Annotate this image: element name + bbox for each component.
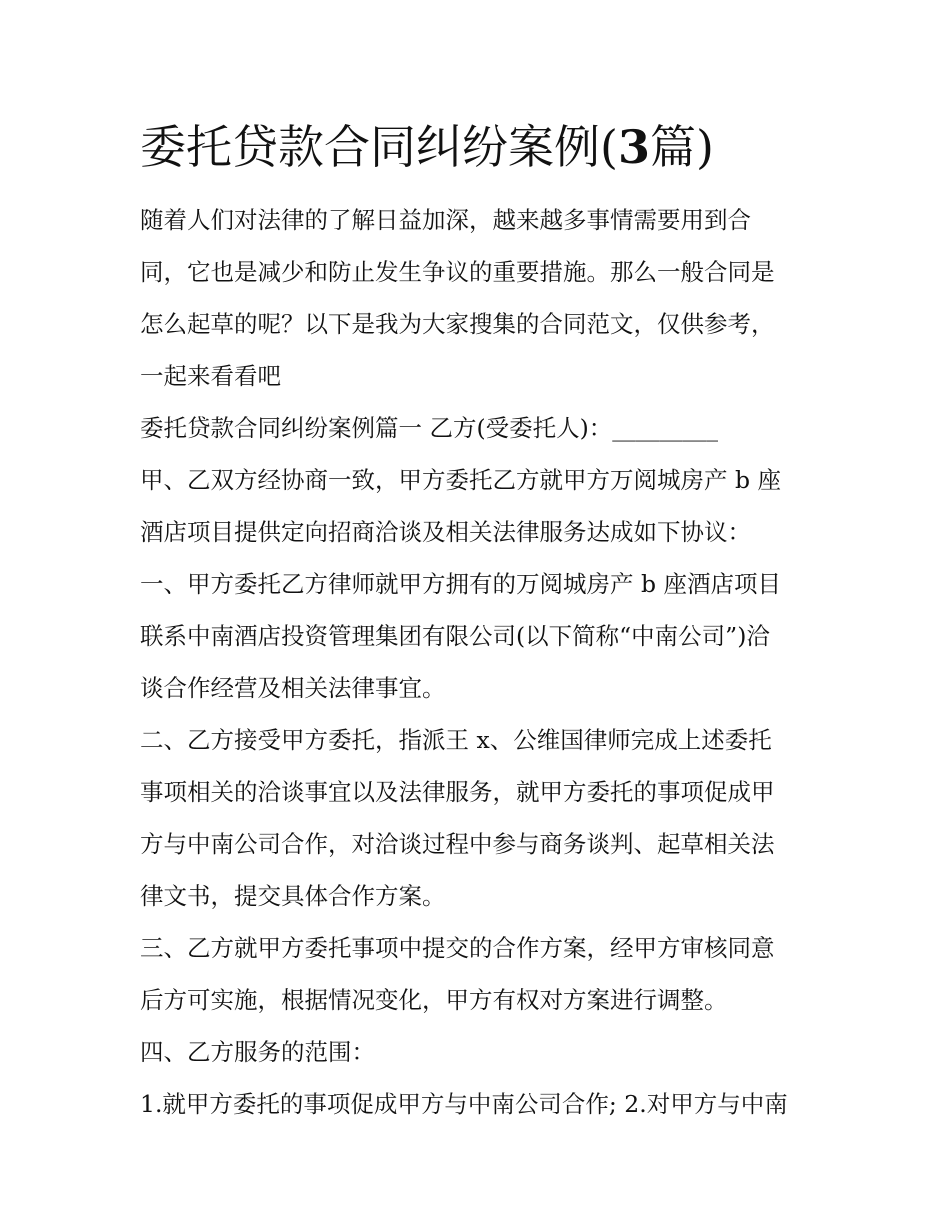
title-prefix: 委托贷款合同纠纷案例( bbox=[140, 120, 618, 174]
text-line: 谈合作经营及相关法律事宜。 bbox=[140, 674, 446, 702]
text-line: 方与中南公司合作，对洽谈过程中参与商务谈判、起草相关法 bbox=[140, 830, 775, 858]
text-line: 酒店项目提供定向招商洽谈及相关法律服务达成如下协议： bbox=[140, 518, 751, 546]
text-line: 律文书，提交具体合作方案。 bbox=[140, 882, 446, 910]
document-body bbox=[140, 194, 820, 1130]
text-line: 四、乙方服务的范围： bbox=[140, 1038, 375, 1066]
text-line: 同，它也是减少和防止发生争议的重要措施。那么一般合同是 bbox=[140, 258, 775, 286]
title-number: 3 bbox=[617, 120, 650, 174]
document-title bbox=[140, 112, 820, 182]
title-suffix: 篇) bbox=[649, 120, 714, 174]
text-line: 随着人们对法律的了解日益加深，越来越多事情需要用到合 bbox=[140, 206, 751, 234]
text-line: 1.就甲方委托的事项促成甲方与中南公司合作; 2.对甲方与中南 bbox=[140, 1090, 788, 1118]
text-line: 一起来看看吧 bbox=[140, 362, 281, 390]
text-line: 后方可实施，根据情况变化，甲方有权对方案进行调整。 bbox=[140, 986, 728, 1014]
text-line: 二、乙方接受甲方委托，指派王 x、公维国律师完成上述委托 bbox=[140, 726, 772, 754]
text-line: 联系中南酒店投资管理集团有限公司(以下简称“中南公司”)洽 bbox=[140, 622, 770, 650]
text-line: 事项相关的洽谈事宜以及法律服务，就甲方委托的事项促成甲 bbox=[140, 778, 775, 806]
text-line: 甲、乙双方经协商一致，甲方委托乙方就甲方万阅城房产 b 座 bbox=[140, 466, 781, 494]
text-line: 委托贷款合同纠纷案例篇一 乙方(受委托人)：_________ bbox=[140, 414, 719, 442]
text-line: 一、甲方委托乙方律师就甲方拥有的万阅城房产 b 座酒店项目 bbox=[140, 570, 781, 598]
document-page bbox=[140, 112, 820, 1130]
text-line: 三、乙方就甲方委托事项中提交的合作方案，经甲方审核同意 bbox=[140, 934, 775, 962]
text-line: 怎么起草的呢？以下是我为大家搜集的合同范文，仅供参考， bbox=[140, 310, 775, 338]
